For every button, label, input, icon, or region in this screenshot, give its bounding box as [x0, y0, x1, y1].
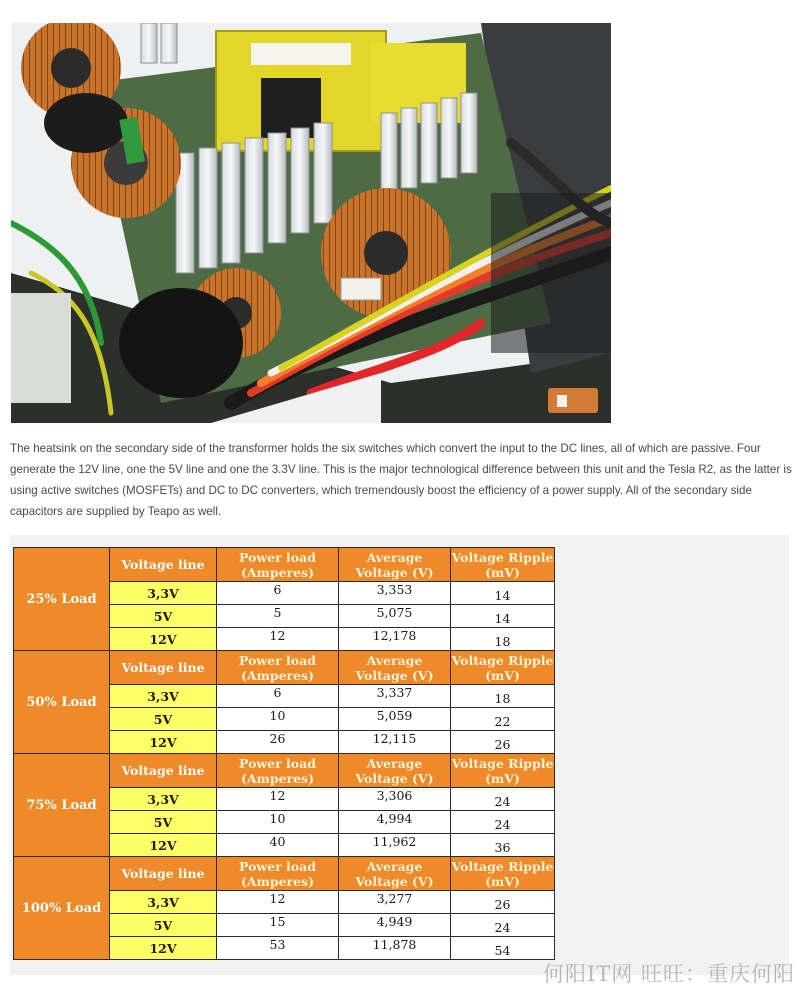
voltage-ripple-cell: 14 — [451, 605, 555, 628]
power-load-cell: 12 — [217, 788, 339, 811]
voltage-ripple-cell: 26 — [451, 891, 555, 914]
voltage-line-cell: 5V — [110, 914, 217, 937]
header-average-voltage-line2: Voltage (V) — [355, 770, 434, 786]
header-average-voltage-line2: Voltage (V) — [355, 873, 434, 889]
load-level-label: 100% Load — [14, 857, 110, 960]
header-power-load-line2: (Amperes) — [240, 667, 315, 683]
header-power-load-line1: Power load — [239, 652, 316, 668]
header-power-load — [217, 754, 339, 788]
voltage-ripple-cell: 18 — [451, 685, 555, 708]
header-voltage-ripple — [451, 754, 555, 788]
power-load-cell: 10 — [217, 708, 339, 731]
power-load-cell: 40 — [217, 834, 339, 857]
header-average-voltage-line1: Average — [366, 858, 423, 874]
voltage-line-cell: 12V — [110, 731, 217, 754]
voltage-ripple-cell: 18 — [451, 628, 555, 651]
voltage-ripple-cell: 24 — [451, 811, 555, 834]
voltage-line-cell: 12V — [110, 937, 217, 960]
average-voltage-cell: 3,353 — [339, 582, 451, 605]
header-voltage-ripple-line1: Voltage Ripple — [451, 755, 554, 771]
power-load-cell: 53 — [217, 937, 339, 960]
voltage-line-cell: 3,3V — [110, 685, 217, 708]
header-power-load-line2: (Amperes) — [240, 564, 315, 580]
average-voltage-cell: 3,277 — [339, 891, 451, 914]
average-voltage-cell: 12,115 — [339, 731, 451, 754]
average-voltage-cell: 4,949 — [339, 914, 451, 937]
header-power-load-line2: (Amperes) — [240, 873, 315, 889]
table-header-row — [14, 857, 555, 891]
load-test-table — [13, 547, 555, 960]
article-paragraph: The heatsink on the secondary side of the transformer holds the six switches which convert the input to the DC lines, all of which are passive. Four generate the 12V line, one the 5V line and one the 3.3V line. This is the major technological difference between this unit and the Tesla R2, as the latter is using active switches (MOSFETs) and DC to DC converters, which tremendously boost the efficiency of a power supply. All of the secondary side capacitors are supplied by Teapo as well. — [10, 442, 792, 518]
average-voltage-cell: 3,337 — [339, 685, 451, 708]
header-average-voltage — [339, 651, 451, 685]
header-power-load-line1: Power load — [239, 549, 316, 565]
voltage-ripple-cell: 24 — [451, 914, 555, 937]
table-header-row — [14, 651, 555, 685]
power-load-cell: 12 — [217, 891, 339, 914]
header-voltage-ripple-line1: Voltage Ripple — [451, 858, 554, 874]
header-voltage-ripple-line2: (mV) — [485, 667, 520, 683]
voltage-ripple-cell: 22 — [451, 708, 555, 731]
voltage-ripple-cell: 54 — [451, 937, 555, 960]
header-voltage-line: Voltage line — [110, 548, 217, 582]
average-voltage-cell: 5,075 — [339, 605, 451, 628]
header-average-voltage — [339, 754, 451, 788]
power-load-cell: 15 — [217, 914, 339, 937]
table-header-row — [14, 754, 555, 788]
header-voltage-ripple-line1: Voltage Ripple — [451, 549, 554, 565]
voltage-line-cell: 3,3V — [110, 582, 217, 605]
average-voltage-cell: 4,994 — [339, 811, 451, 834]
load-level-label: 75% Load — [14, 754, 110, 857]
header-voltage-ripple-line1: Voltage Ripple — [451, 652, 554, 668]
header-voltage-ripple-line2: (mV) — [485, 770, 520, 786]
watermark-text: 何阳IT网 旺旺：重庆何阳 — [543, 962, 795, 986]
power-load-cell: 6 — [217, 582, 339, 605]
header-average-voltage — [339, 857, 451, 891]
table-header-row — [14, 548, 555, 582]
header-power-load-line2: (Amperes) — [240, 770, 315, 786]
header-voltage-line: Voltage line — [110, 754, 217, 788]
header-average-voltage-line2: Voltage (V) — [355, 564, 434, 580]
power-load-cell: 26 — [217, 731, 339, 754]
load-test-table-panel — [10, 535, 789, 975]
load-level-label: 25% Load — [14, 548, 110, 651]
header-power-load-line1: Power load — [239, 755, 316, 771]
header-average-voltage-line2: Voltage (V) — [355, 667, 434, 683]
voltage-line-cell: 5V — [110, 605, 217, 628]
power-load-cell: 6 — [217, 685, 339, 708]
voltage-line-cell: 3,3V — [110, 788, 217, 811]
voltage-line-cell: 3,3V — [110, 891, 217, 914]
average-voltage-cell: 12,178 — [339, 628, 451, 651]
power-load-cell: 5 — [217, 605, 339, 628]
header-voltage-line: Voltage line — [110, 651, 217, 685]
voltage-ripple-cell: 14 — [451, 582, 555, 605]
header-power-load-line1: Power load — [239, 858, 316, 874]
header-voltage-ripple-line2: (mV) — [485, 564, 520, 580]
power-load-cell: 12 — [217, 628, 339, 651]
load-level-label: 50% Load — [14, 651, 110, 754]
voltage-line-cell: 12V — [110, 834, 217, 857]
average-voltage-cell: 3,306 — [339, 788, 451, 811]
header-power-load — [217, 651, 339, 685]
average-voltage-cell: 11,962 — [339, 834, 451, 857]
legit-reviews-logo — [548, 388, 598, 413]
header-power-load — [217, 548, 339, 582]
header-voltage-ripple — [451, 857, 555, 891]
header-average-voltage-line1: Average — [366, 549, 423, 565]
header-voltage-ripple — [451, 651, 555, 685]
voltage-ripple-cell: 36 — [451, 834, 555, 857]
header-average-voltage — [339, 548, 451, 582]
header-voltage-ripple-line2: (mV) — [485, 873, 520, 889]
header-average-voltage-line1: Average — [366, 652, 423, 668]
voltage-line-cell: 5V — [110, 708, 217, 731]
header-average-voltage-line1: Average — [366, 755, 423, 771]
psu-photo — [11, 23, 611, 423]
average-voltage-cell: 11,878 — [339, 937, 451, 960]
voltage-ripple-cell: 26 — [451, 731, 555, 754]
voltage-line-cell: 5V — [110, 811, 217, 834]
power-load-cell: 10 — [217, 811, 339, 834]
power-supply-internals-photo — [11, 23, 611, 423]
voltage-line-cell: 12V — [110, 628, 217, 651]
average-voltage-cell: 5,059 — [339, 708, 451, 731]
voltage-ripple-cell: 24 — [451, 788, 555, 811]
header-power-load — [217, 857, 339, 891]
header-voltage-ripple — [451, 548, 555, 582]
header-voltage-line: Voltage line — [110, 857, 217, 891]
